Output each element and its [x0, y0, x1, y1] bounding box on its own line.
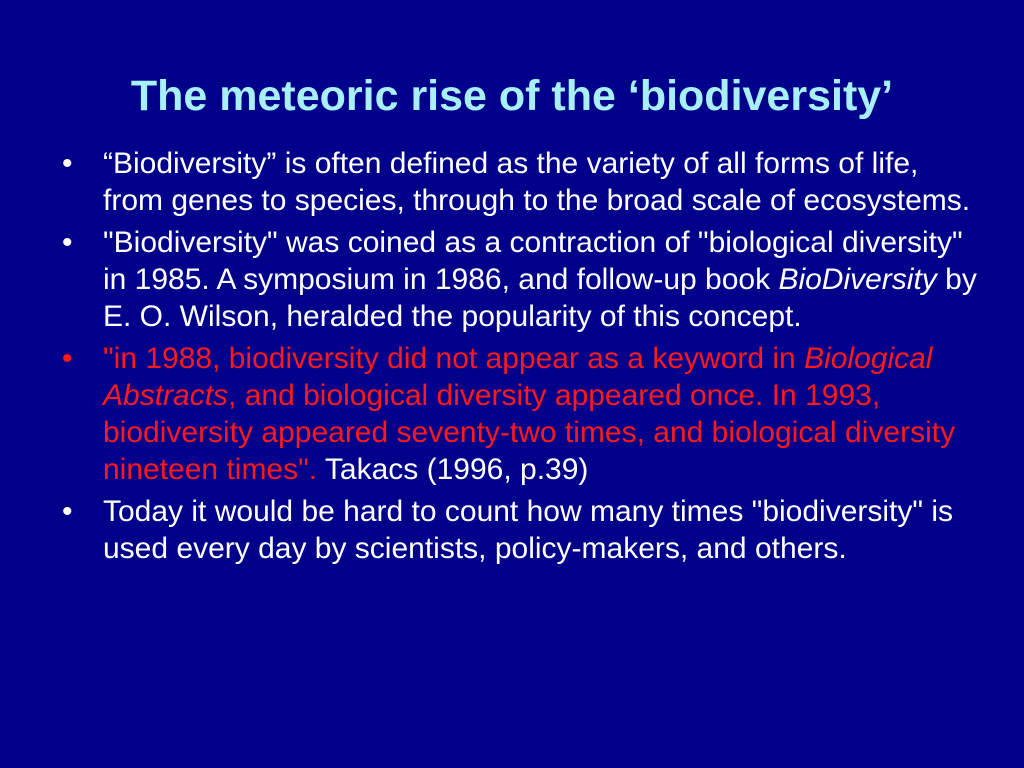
- bullet-item-quote: [0, 340, 1024, 488]
- quote-text: "in 1988, biodiversity did not appear as a keyword in: [103, 342, 805, 375]
- bullet-item-today: [0, 493, 1024, 567]
- bullet-icon: •: [62, 226, 73, 259]
- citation: Takacs (1996, p.39): [317, 453, 589, 486]
- bullet-icon: •: [62, 495, 73, 528]
- journal-title: Biological Abstracts: [103, 342, 933, 412]
- slide-title: The meteoric rise of the ‘biodiversity’: [130, 72, 894, 120]
- bullet-text: Today it would be hard to count how many times "biodiversity" is used every day by scientists, policy-makers, and others.: [103, 495, 954, 565]
- bullet-item-definition: [0, 145, 1024, 219]
- bullet-text: “Biodiversity” is often defined as the variety of all forms of life, from genes to species, through to the broad scale of ecosystems.: [103, 147, 971, 217]
- bullet-icon: •: [62, 147, 73, 180]
- bullet-icon: •: [62, 342, 73, 375]
- quote-text-continued: , and biological diversity appeared once. In 1993, biodiversity appeared seventy-two times, and biological diversity nineteen times".: [103, 379, 956, 486]
- bullet-item-coinage: [0, 224, 1024, 335]
- bullet-list: [0, 145, 1024, 572]
- bullet-text: "Biodiversity" was coined as a contraction of "biological diversity" in 1985. A symposium in 1986, and follow-up book: [103, 226, 963, 296]
- book-title: BioDiversity: [778, 263, 937, 296]
- bullet-text-continued: by E. O. Wilson, heralded the popularity of this concept.: [103, 263, 977, 333]
